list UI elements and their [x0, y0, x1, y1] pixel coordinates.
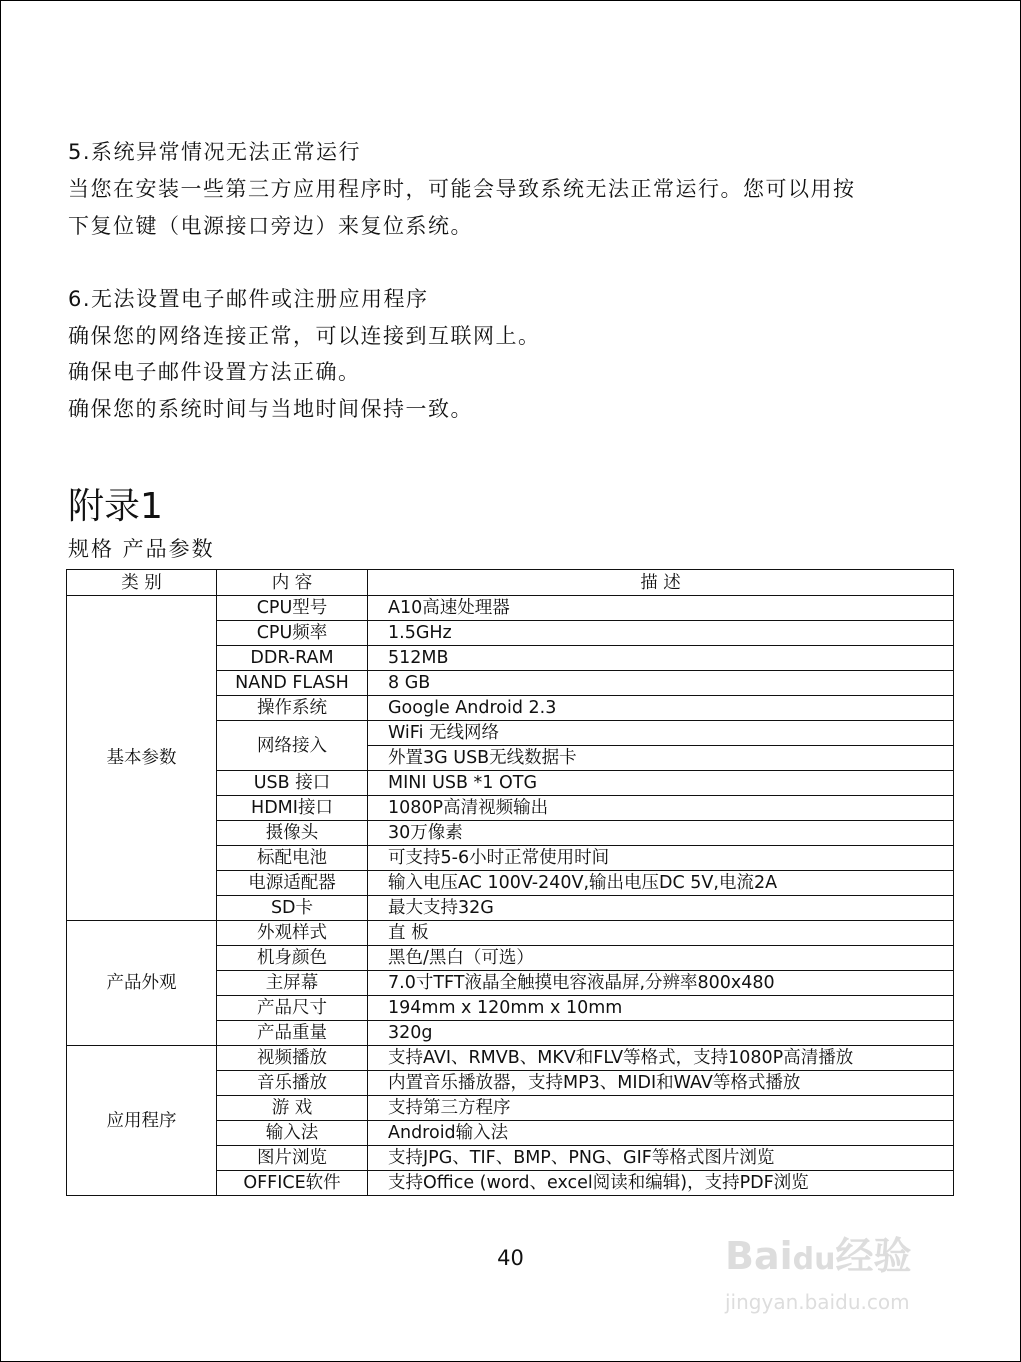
description-cell: 512MB — [368, 646, 954, 671]
description-cell: 7.0寸TFT液晶全触摸电容液晶屏,分辨率800x480 — [368, 971, 954, 996]
item-cell: USB 接口 — [217, 771, 368, 796]
category-cell: 产品外观 — [67, 921, 217, 1046]
description-cell: Android输入法 — [368, 1121, 954, 1146]
item-cell: 标配电池 — [217, 846, 368, 871]
description-cell: 194mm x 120mm x 10mm — [368, 996, 954, 1021]
description-cell: 直 板 — [368, 921, 954, 946]
table-header-cell: 类 别 — [67, 570, 217, 596]
description-cell: 黑色/黑白（可选） — [368, 946, 954, 971]
item-cell: 游 戏 — [217, 1096, 368, 1121]
item-cell: HDMI接口 — [217, 796, 368, 821]
item-cell: CPU型号 — [217, 596, 368, 621]
item-cell: CPU频率 — [217, 621, 368, 646]
section-6-line: 确保您的系统时间与当地时间保持一致。 — [68, 397, 473, 421]
description-cell: 最大支持32G — [368, 896, 954, 921]
item-cell: OFFICE软件 — [217, 1171, 368, 1196]
item-cell: 摄像头 — [217, 821, 368, 846]
item-cell: 机身颜色 — [217, 946, 368, 971]
baidu-watermark-logo: Baidu经验 — [725, 1234, 912, 1278]
page-number: 40 — [497, 1246, 524, 1270]
spec-table — [66, 569, 954, 1196]
item-cell: NAND FLASH — [217, 671, 368, 696]
description-cell: 8 GB — [368, 671, 954, 696]
item-cell: 音乐播放 — [217, 1071, 368, 1096]
item-cell: 操作系统 — [217, 696, 368, 721]
description-cell: MINI USB *1 OTG — [368, 771, 954, 796]
table-row — [67, 1046, 954, 1071]
table-header-row — [67, 570, 954, 596]
description-cell: A10高速处理器 — [368, 596, 954, 621]
item-cell: 外观样式 — [217, 921, 368, 946]
description-cell: 1.5GHz — [368, 621, 954, 646]
item-cell: 输入法 — [217, 1121, 368, 1146]
spec-title: 规格 产品参数 — [68, 537, 215, 561]
description-cell: WiFi 无线网络 — [368, 721, 954, 746]
description-cell: 输入电压AC 100V-240V,输出电压DC 5V,电流2A — [368, 871, 954, 896]
table-header-cell: 描 述 — [368, 570, 954, 596]
item-cell: 网络接入 — [217, 721, 368, 771]
description-cell: 支持第三方程序 — [368, 1096, 954, 1121]
table-row — [67, 596, 954, 621]
item-cell: 产品重量 — [217, 1021, 368, 1046]
description-cell: 1080P高清视频输出 — [368, 796, 954, 821]
description-cell: 外置3G USB无线数据卡 — [368, 746, 954, 771]
description-cell: Google Android 2.3 — [368, 696, 954, 721]
item-cell: 产品尺寸 — [217, 996, 368, 1021]
category-cell: 应用程序 — [67, 1046, 217, 1196]
item-cell: 图片浏览 — [217, 1146, 368, 1171]
item-cell: DDR-RAM — [217, 646, 368, 671]
description-cell: 支持AVI、RMVB、MKV和FLV等格式，支持1080P高清播放 — [368, 1046, 954, 1071]
description-cell: 支持JPG、TIF、BMP、PNG、GIF等格式图片浏览 — [368, 1146, 954, 1171]
section-6-line: 确保电子邮件设置方法正确。 — [68, 360, 361, 384]
section-5-line: 当您在安装一些第三方应用程序时，可能会导致系统无法正常运行。您可以用按 — [68, 177, 856, 201]
appendix-title: 附录1 — [68, 486, 163, 527]
description-cell: 30万像素 — [368, 821, 954, 846]
table-row — [67, 921, 954, 946]
baidu-watermark-url: jingyan.baidu.com — [725, 1290, 910, 1314]
item-cell: SD卡 — [217, 896, 368, 921]
item-cell: 视频播放 — [217, 1046, 368, 1071]
section-6-line: 确保您的网络连接正常，可以连接到互联网上。 — [68, 324, 541, 348]
description-cell: 支持Office (word、excel阅读和编辑)，支持PDF浏览 — [368, 1171, 954, 1196]
item-cell: 主屏幕 — [217, 971, 368, 996]
section-5-title: 5.系统异常情况无法正常运行 — [68, 140, 362, 164]
description-cell: 可支持5-6小时正常使用时间 — [368, 846, 954, 871]
category-cell: 基本参数 — [67, 596, 217, 921]
section-6-title: 6.无法设置电子邮件或注册应用程序 — [68, 287, 429, 311]
section-5-line: 下复位键（电源接口旁边）来复位系统。 — [68, 214, 473, 238]
description-cell: 320g — [368, 1021, 954, 1046]
description-cell: 内置音乐播放器，支持MP3、MIDI和WAV等格式播放 — [368, 1071, 954, 1096]
table-header-cell: 内 容 — [217, 570, 368, 596]
item-cell: 电源适配器 — [217, 871, 368, 896]
